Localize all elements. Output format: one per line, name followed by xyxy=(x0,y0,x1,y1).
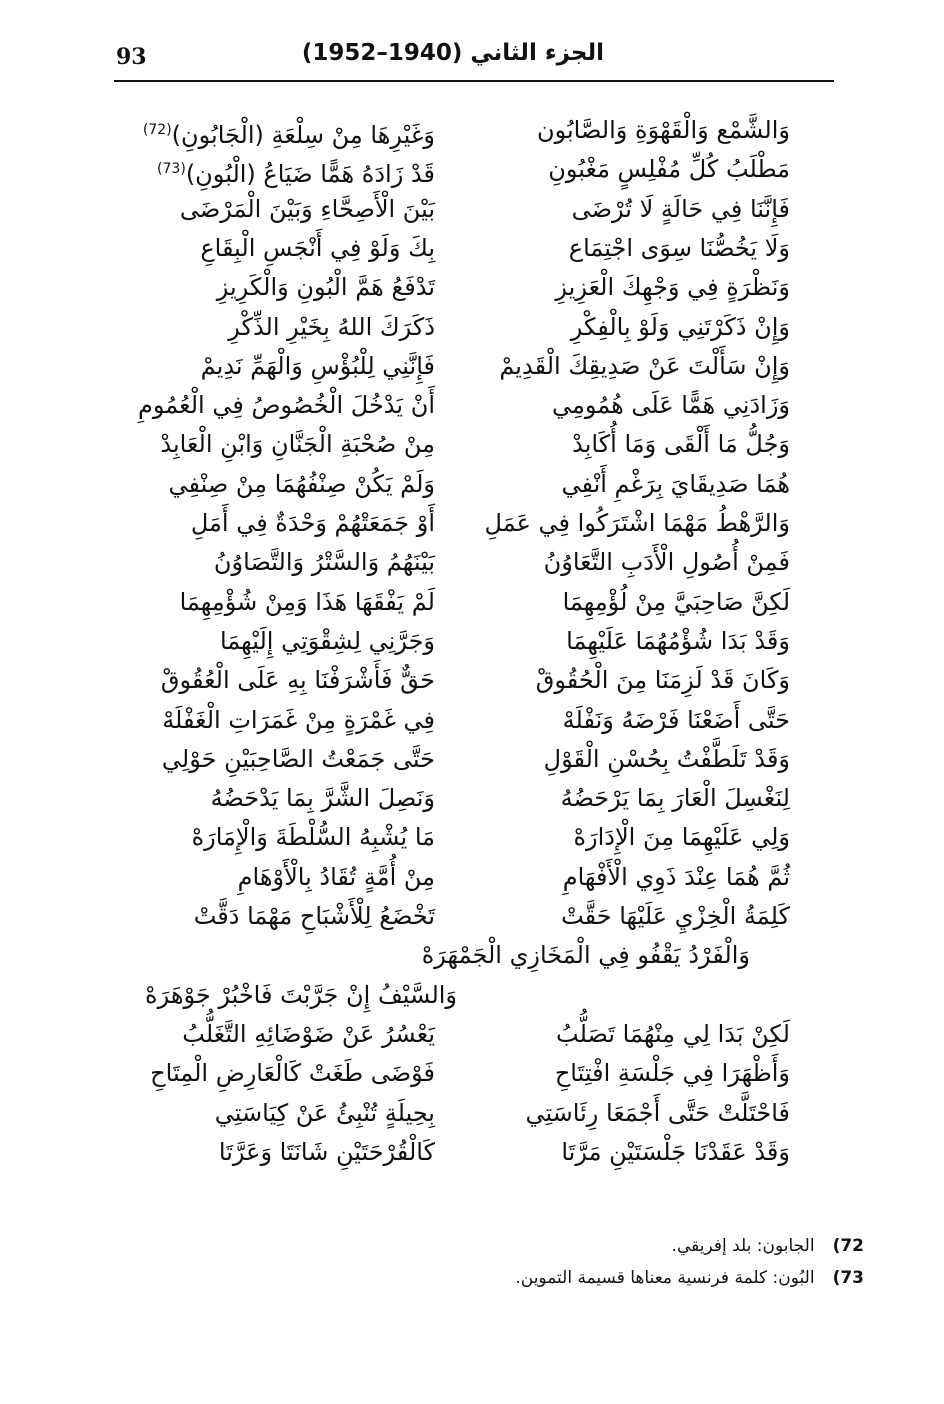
footnote-text: البُون: كلمة فرنسية معناها قسيمة التموين. xyxy=(515,1268,815,1288)
verse-left-hemistich: وَجَرَّنِي لِشِقْوَتِي إِلَيْهِمَا xyxy=(219,626,435,655)
verse-left-hemistich: أَوْ جَمَعَتْهُمْ وَحْدَةٌ فِي أَمَلِ xyxy=(190,509,435,537)
verse-left-hemistich: وَلَمْ يَكُنْ صِنْفُهُمَا مِنْ صِنْفِي xyxy=(168,469,435,498)
verse-left-hemistich: لَمْ يَفْقَهَا هَذَا وَمِنْ شُؤْمِهِمَا xyxy=(179,587,435,616)
verse-right-hemistich: ثُمَّ هُمَا عِنْدَ ذَوِي الْأَفْهَامِ xyxy=(562,862,790,891)
footnote-number: (73 xyxy=(832,1268,864,1288)
verse-right-hemistich: لَكِنَّ صَاحِبَيَّ مِنْ لُؤْمِهِمَا xyxy=(562,587,790,616)
verse-left-hemistich: مَا يُشْبِهُ السُّلْطَةَ وَالْإِمَارَهْ xyxy=(191,823,435,852)
verse-left-hemistich: تَخْضَعُ لِلْأَشْبَاحِ مَهْمَا دَقَّتْ xyxy=(193,902,435,930)
verse-left-hemistich: أَنْ يَدْخُلَ الْخُصُوصُ فِي الْعُمُومِ xyxy=(138,391,435,420)
verse-left-hemistich: وَغَيْرِهَا مِنْ سِلْعَةِ (الْجَابُونِ)$^{(72)}$ xyxy=(142,121,435,149)
verse-right-hemistich: كَلِمَةُ الْخِزْيِ عَلَيْهَا حَقَّتْ xyxy=(561,902,790,930)
footnote-marker: (72) xyxy=(142,122,172,138)
verse-right-hemistich: هُمَا صَدِيقَايَ بِرَغْمِ أَنْفِي xyxy=(561,469,790,498)
verse-center-line: وَالْفَرْدُ يَقْفُو فِي الْمَخَازِي الْجَمْهَرَهْ xyxy=(421,941,750,970)
verse-center-line: وَالسَّيْفُ إِنْ جَرَّبْتَ فَاخْبُرْ جَوْهَرَهْ xyxy=(145,980,458,1009)
verse-right-hemistich: وَكَانَ قَدْ لَزِمَنَا مِنَ الْحُقُوقْ xyxy=(535,666,790,695)
verse-left-hemistich: ذَكَرَكَ اللهُ بِخَيْرِ الذِّكْرِ xyxy=(228,312,435,341)
running-header: الجزء الثاني (1940–1952) xyxy=(301,40,604,66)
verse-right-hemistich: وَقَدْ تَلَطَّفْتُ بِحُسْنِ الْقَوْلِ xyxy=(543,744,790,773)
verse-right-hemistich: وَقَدْ بَدَا شُؤْمُهُمَا عَلَيْهِمَا xyxy=(566,626,790,655)
verse-left-hemistich: بِكَ وَلَوْ فِي أَنْجَسِ الْبِقَاعِ xyxy=(200,233,435,262)
page-number: 93 xyxy=(116,44,147,70)
verse-left-hemistich: فِي غَمْرَةٍ مِنْ غَمَرَاتِ الْغَفْلَهْ xyxy=(162,705,435,734)
verse-right-hemistich: وَأَظْهَرَا فِي جَلْسَةِ افْتِتَاحِ xyxy=(554,1059,790,1088)
verse-right-hemistich: وَلِي عَلَيْهِمَا مِنَ الْإِدَارَهْ xyxy=(573,823,790,852)
verse-right-hemistich: وَإِنْ سَأَلْتَ عَنْ صَدِيقِكَ الْقَدِيمْ xyxy=(499,351,790,380)
verse-left-hemistich: وَنَصِلَ الشَّرَّ بِمَا يَدْحَضُهُ xyxy=(210,784,435,813)
verse-right-hemistich: وَنَظْرَةٍ فِي وَجْهِكَ الْعَزِيزِ xyxy=(555,273,790,302)
verse-left-hemistich: يَعْسُرُ عَنْ ضَوْضَائِهِ التَّغَلُّبُ xyxy=(182,1019,435,1048)
verse-left-hemistich: فَوْضَى طَغَتْ كَالْعَارِضِ الْمِتَاحِ xyxy=(150,1059,435,1088)
verse-left-hemistich: فَإِنَّنِي لِلْبُؤْسِ وَالْهَمِّ نَدِيمْ xyxy=(200,351,435,380)
footnote xyxy=(344,1262,864,1294)
verse-right-hemistich: وَزَادَنِي هَمًّا عَلَى هُمُومِي xyxy=(551,391,790,420)
footnote-text: الجابون: بلد إفريقي. xyxy=(671,1236,815,1256)
header-rule xyxy=(114,80,834,82)
verse-left-hemistich: حَقٌّ فَأَشْرَفْنَا بِهِ عَلَى الْعُقُوقْ xyxy=(160,666,435,695)
verse-left-hemistich: كَالْقُرْحَتَيْنِ شَانَتَا وَعَرَّتَا xyxy=(218,1137,435,1166)
verse-right-hemistich: مَطْلَبُ كُلِّ مُفْلِسٍ مَغْبُونِ xyxy=(548,155,790,184)
verse-left-hemistich: مِنْ أُمَّةٍ تُقَادُ بِالْأَوْهَامِ xyxy=(237,862,435,891)
verse-right-hemistich: لِنَغْسِلَ الْعَارَ بِمَا يَرْحَضُهُ xyxy=(560,784,790,813)
verse-right-hemistich: وَقَدْ عَقَدْنَا جَلْسَتَيْنِ مَرَّتَا xyxy=(561,1137,790,1166)
verse-right-hemistich: وَالرَّهْطُ مَهْمَا اشْتَرَكُوا فِي عَمَلِ xyxy=(484,509,790,537)
verse-left-hemistich: بَيْنَهُمُ وَالسَّتْرُ وَالتَّصَاوُنُ xyxy=(213,548,435,577)
footnote-number: (72 xyxy=(832,1236,864,1256)
footnote-marker: (73) xyxy=(157,161,186,178)
verse-right-hemistich: وَالشَّمْع وَالْقَهْوَةِ وَالصَّابُون xyxy=(536,116,790,144)
verse-right-hemistich: حَتَّى أَضَعْنَا فَرْضَهُ وَنَفْلَهْ xyxy=(562,705,790,734)
verse-left-hemistich: بَيْنَ الْأَصِحَّاءِ وَبَيْنَ الْمَرْضَى xyxy=(179,194,435,223)
verse-left-hemistich: حَتَّى جَمَعْتُ الصَّاحِبَيْنِ حَوْلِي xyxy=(161,744,435,773)
verse-right-hemistich: فَإِنَّنَا فِي حَالَةٍ لَا تُرْضَى xyxy=(571,194,790,223)
verse-right-hemistich: وَجُلُّ مَا أَلْقَى وَمَا أُكَابِدْ xyxy=(572,430,790,459)
verse-right-hemistich: فَاحْتَلَّتْ حَتَّى أَجْمَعَا رِئَاسَتِي xyxy=(525,1098,790,1127)
verse-right-hemistich: وَإِنْ ذَكَرْتَنِي وَلَوْ بِالْفِكْرِ xyxy=(570,312,790,341)
verse-left-hemistich: مِنْ صُحْبَةِ الْجَنَّانِ وَابْنِ الْعَابِدْ xyxy=(160,430,435,459)
verse-right-hemistich: وَلَا يَخُصُّنَا سِوَى اجْتِمَاع xyxy=(568,233,790,262)
verse-left-hemistich: بِحِيلَةٍ تُنْبِئُ عَنْ كِيَاسَتِي xyxy=(214,1098,435,1127)
verse-left-hemistich: قَدْ زَادَهُ هَمًّا ضَيَاعُ (الْبُونِ)$^{(73)}$ xyxy=(157,160,435,189)
verse-left-hemistich: تَدْفَعُ هَمَّ الْبُونِ وَالْكَرِيزِ xyxy=(216,273,435,302)
footnotes xyxy=(344,1230,864,1294)
verse-right-hemistich: لَكِنْ بَدَا لِي مِنْهُمَا تَصَلُّبُ xyxy=(556,1019,790,1048)
footnote xyxy=(344,1230,864,1262)
verse-right-hemistich: فَمِنْ أُصُولِ الْأَدَبِ التَّعَاوُنُ xyxy=(543,548,790,577)
